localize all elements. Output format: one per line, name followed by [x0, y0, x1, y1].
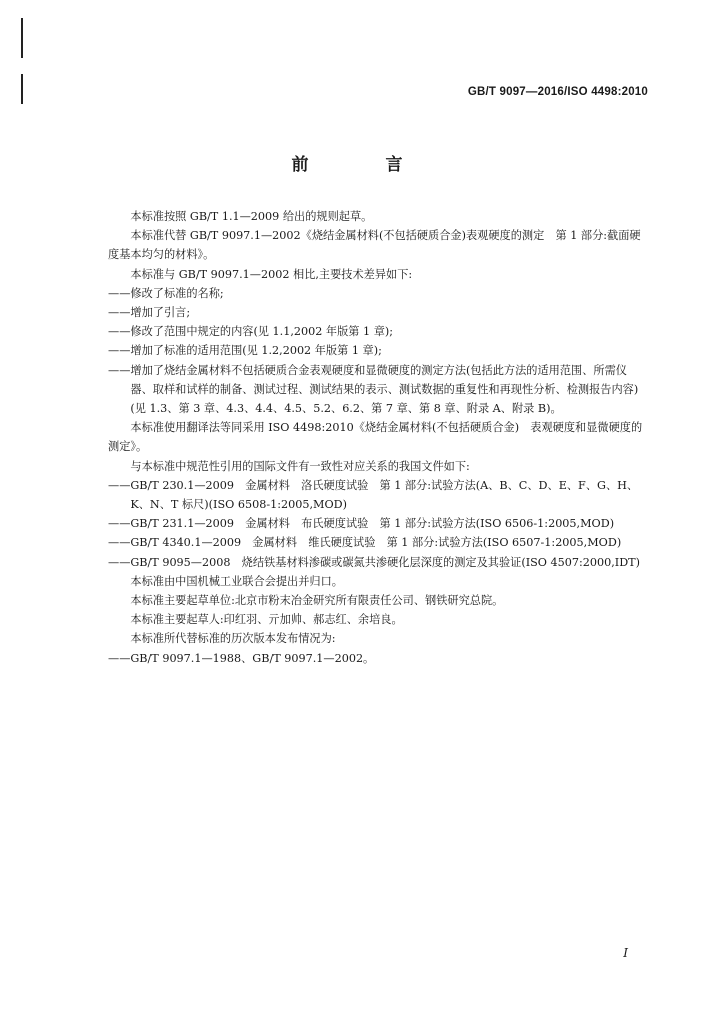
paragraph: 本标准代替 GB/T 9097.1—2002《烧结金属材料(不包括硬质合金)表观硬度的测定 第 1 部分:截面硬度基本均匀的材料》。	[108, 229, 641, 262]
list-item: ——增加了标准的适用范围(见 1.2,2002 年版第 1 章);	[108, 344, 382, 358]
page-number: I	[623, 946, 628, 960]
list-item: ——GB/T 9097.1—1988、GB/T 9097.1—2002。	[108, 651, 375, 665]
paragraph: 本标准主要起草人:印红羽、亓加帅、郝志红、余培良。	[130, 613, 403, 627]
scan-edge-mark	[21, 74, 23, 104]
paragraph: 本标准使用翻译法等同采用 ISO 4498:2010《烧结金属材料(不包括硬质合金) 表观硬度和显微硬度的测定》。	[108, 421, 643, 454]
paragraph: 本标准与 GB/T 9097.1—2002 相比,主要技术差异如下:	[130, 267, 413, 281]
paragraph: 本标准所代替标准的历次版本发布情况为:	[130, 632, 336, 646]
foreword-body	[108, 207, 648, 668]
list-item: ——GB/T 4340.1—2009 金属材料 维氏硬度试验 第 1 部分:试验方法(ISO 6507-1:2005,MOD)	[108, 536, 622, 550]
list-item: ——GB/T 231.1—2009 金属材料 布氏硬度试验 第 1 部分:试验方法(ISO 6506-1:2005,MOD)	[108, 517, 615, 531]
page-title: 前 言	[291, 155, 433, 175]
list-item: ——修改了范围中规定的内容(见 1.1,2002 年版第 1 章);	[108, 325, 394, 339]
standard-code-header: GB/T 9097—2016/ISO 4498:2010	[467, 86, 648, 98]
paragraph: 本标准由中国机械工业联合会提出并归口。	[130, 574, 343, 588]
scan-edge-mark	[21, 18, 23, 58]
list-item: ——修改了标准的名称;	[108, 286, 224, 300]
paragraph: 本标准主要起草单位:北京市粉末冶金研究所有限责任公司、钢铁研究总院。	[130, 594, 504, 608]
list-item: ——增加了烧结金属材料不包括硬质合金表观硬度和显微硬度的测定方法(包括此方法的适用范围、所需仪器、取样和试样的制备、测试过程、测试结果的表示、测试数据的重复性和再现性分析、检测报告内容)(见 1.3、第 3 章、4.3、4.4、4.5、5.2、6.2、第 7 章、第 8 章、附录 A、附录 B)。	[108, 363, 639, 416]
list-item: ——GB/T 230.1—2009 金属材料 洛氏硬度试验 第 1 部分:试验方法(A、B、C、D、E、F、G、H、K、N、T 标尺)(ISO 6508-1:2005,MOD)	[108, 478, 639, 512]
paragraph: 与本标准中规范性引用的国际文件有一致性对应关系的我国文件如下:	[130, 459, 470, 473]
list-item: ——GB/T 9095—2008 烧结铁基材料渗碳或碳氮共渗硬化层深度的测定及其验证(ISO 4507:2000,IDT)	[108, 555, 640, 569]
list-item: ——增加了引言;	[108, 306, 191, 320]
paragraph: 本标准按照 GB/T 1.1—2009 给出的规则起草。	[130, 210, 373, 223]
